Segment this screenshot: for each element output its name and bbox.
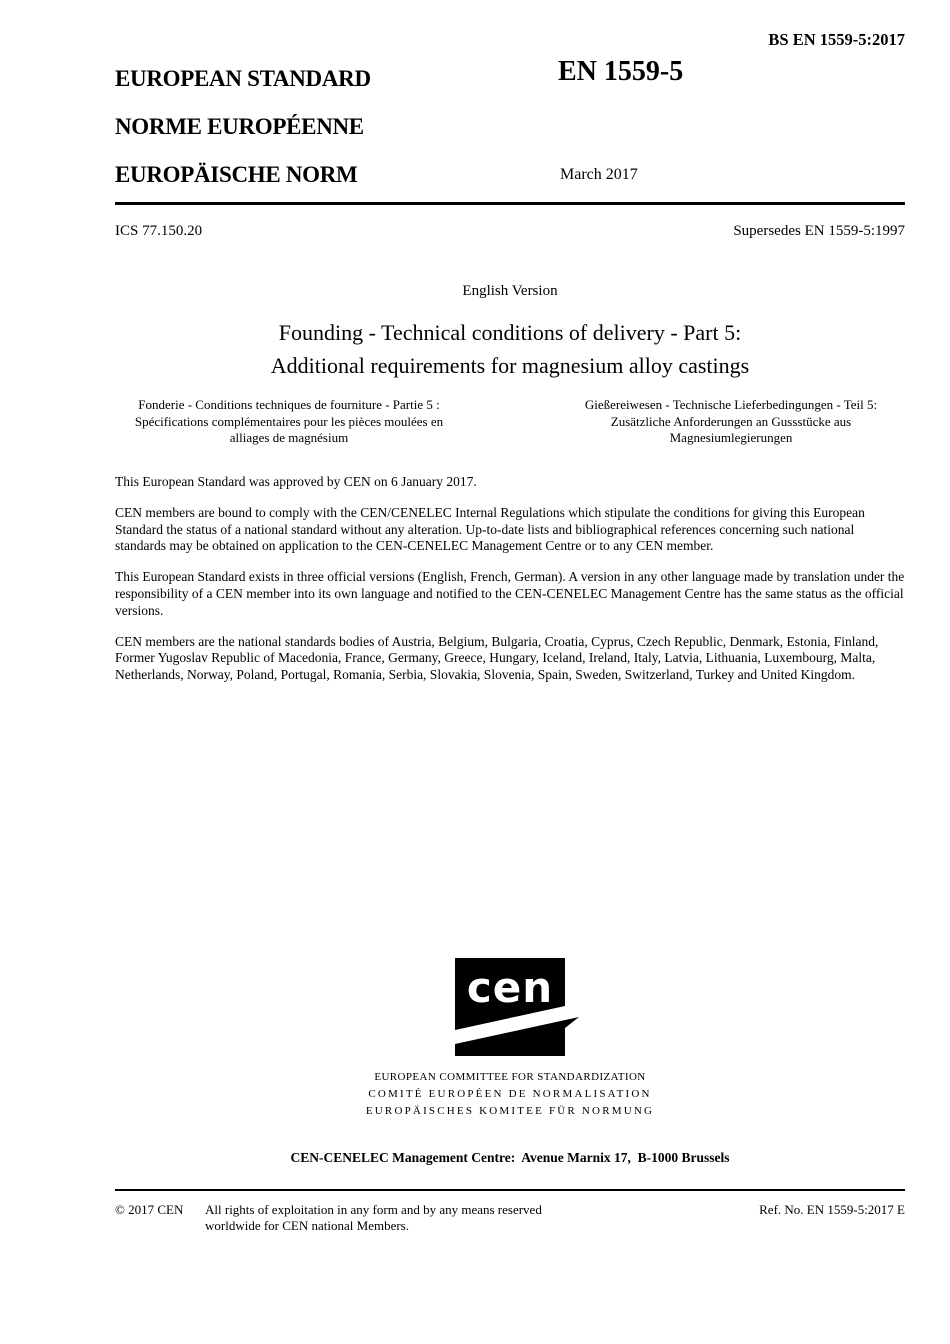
document-reference: Ref. No. EN 1559-5:2017 E — [759, 1202, 905, 1217]
committee-line-french: COMITÉ EUROPÉEN DE NORMALISATION — [368, 1088, 652, 1100]
supersedes-note: Supersedes EN 1559-5:1997 — [733, 223, 905, 239]
document-title — [115, 316, 905, 382]
meta-row — [115, 223, 905, 240]
standard-label-english: EUROPEAN STANDARD — [115, 66, 371, 91]
publication-date: March 2017 — [560, 166, 638, 183]
footer-rule — [115, 1189, 905, 1191]
committee-line-english: EUROPEAN COMMITTEE FOR STANDARDIZATION — [374, 1071, 646, 1083]
approval-paragraph: This European Standard was approved by CEN on 6 January 2017. — [115, 474, 477, 489]
body-paragraphs — [115, 474, 907, 698]
cen-logo-text: cen — [466, 963, 554, 1012]
title-line-2: Additional requirements for magnesium alloy castings — [270, 353, 750, 378]
standard-label-german: EUROPÄISCHE NORM — [115, 162, 358, 187]
header-rule — [115, 202, 905, 205]
footer — [115, 1202, 905, 1233]
copyright-notice: © 2017 CEN — [115, 1202, 184, 1217]
management-centre-address: CEN-CENELEC Management Centre: Avenue Marnix 17, B-1000 Brussels — [290, 1150, 730, 1165]
versions-paragraph: This European Standard exists in three official versions (English, French, German). A version in any other language made by translation under the responsibility of a CEN member into its own language and notified to the CEN-CENELEC Management Centre has the same status as the official versions. — [115, 569, 905, 618]
members-paragraph: CEN members are the national standards bodies of Austria, Belgium, Bulgaria, Croatia, Cyprus, Czech Republic, Denmark, Estonia, Finland, Former Yugoslav Republic of Macedonia, France, Germany, Greece, Hungary, Iceland, Ireland, Italy, Latvia, Lithuania, Luxembourg, Malta, Netherlands, Norway, Poland, Portugal, Romania, Serbia, Slovakia, Slovenia, Spain, Sweden, Switzerland, Turkey and United Kingdom. — [115, 633, 879, 683]
rights-statement: All rights of exploitation in any form and by any means reserved worldwide for CEN national Members. — [205, 1202, 542, 1233]
committee-line-german: EUROPÄISCHES KOMITEE FÜR NORMUNG — [365, 1105, 655, 1117]
standard-number: EN 1559-5 — [558, 56, 684, 87]
cen-logo — [455, 958, 579, 1056]
regulations-paragraph: CEN members are bound to comply with the CEN/CENELEC Internal Regulations which stipulate the conditions for giving this European Standard the status of a national standard without any alteration. Up-to-date lists and bibliographical references concerning such national standards may be obtained on application to the CEN-CENELEC Management Centre or to any CEN member. — [115, 504, 865, 554]
version-label: English Version — [462, 283, 558, 299]
title-german: Gießereiwesen - Technische Lieferbedingungen - Teil 5: Zusätzliche Anforderungen an Gussstücke aus Magnesiumlegierungen — [584, 397, 878, 445]
standard-label-french: NORME EUROPÉENNE — [115, 114, 364, 139]
title-line-1: Founding - Technical conditions of delivery - Part 5: — [278, 320, 742, 345]
bsi-reference: BS EN 1559-5:2017 — [768, 30, 905, 49]
title-french: Fonderie - Conditions techniques de fourniture - Partie 5 : Spécifications complémentaires pour les pièces moulées en alliages de magnésium — [134, 397, 444, 445]
ics-code: ICS 77.150.20 — [115, 223, 203, 239]
translated-titles — [115, 397, 905, 447]
committee-names — [115, 1071, 905, 1122]
standard-language-labels — [115, 64, 371, 208]
